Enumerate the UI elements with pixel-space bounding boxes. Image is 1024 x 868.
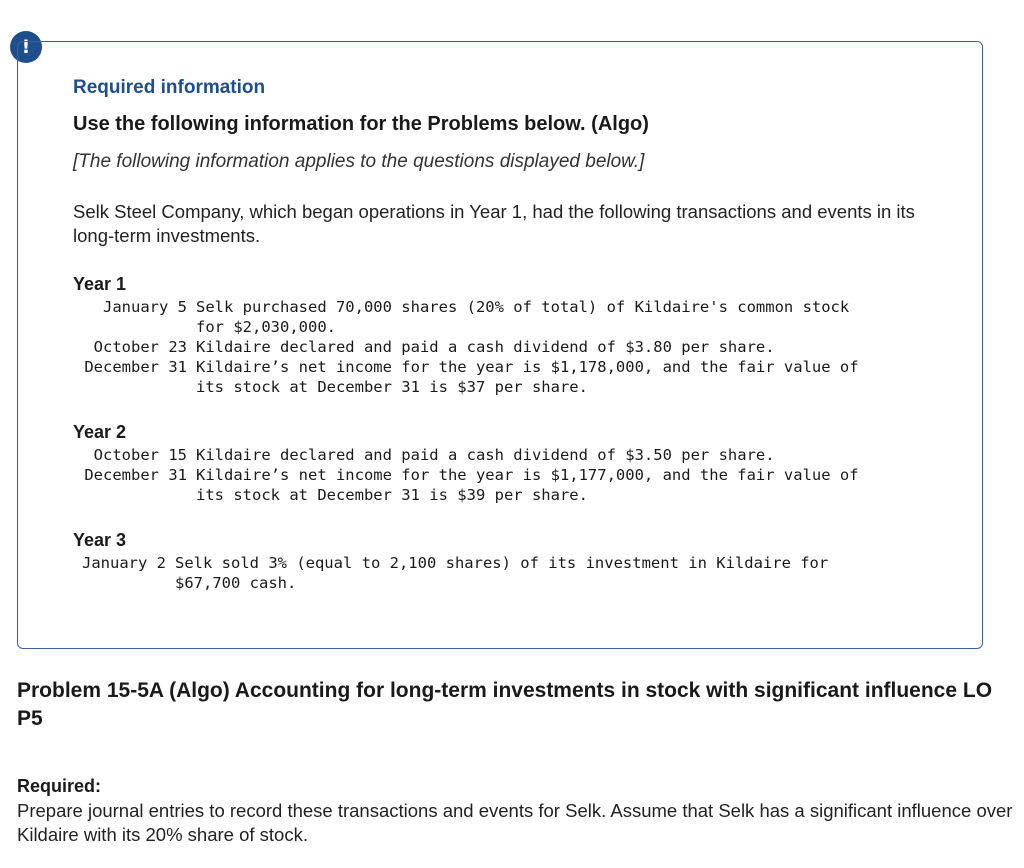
- required-information-panel: [17, 41, 983, 649]
- transaction-description: Kildaire declared and paid a cash dividend of $3.50 per share.: [196, 446, 775, 464]
- transaction-description: Kildaire’s net income for the year is $1,178,000, and the fair value of its stock at December 31 is $37 per share.: [196, 358, 859, 396]
- applies-note: [The following information applies to the questions displayed below.]: [73, 151, 645, 172]
- required-label: Required:: [17, 776, 102, 796]
- transaction-date: January 5: [103, 298, 187, 316]
- transaction: [103, 297, 850, 337]
- transaction: [93, 445, 775, 465]
- transaction-description: Selk purchased 70,000 shares (20% of total) of Kildaire's common stock for $2,030,000.: [196, 298, 850, 336]
- transaction: [93, 337, 775, 357]
- year-heading: Year 2: [73, 422, 127, 442]
- company-intro: Selk Steel Company, which began operations in Year 1, had the following transactions and events in its long-term investments.: [73, 201, 915, 246]
- transaction: [84, 357, 859, 397]
- transaction-date: October 15: [93, 446, 187, 464]
- transaction-date: January 2: [82, 554, 166, 572]
- required-information-heading: Required information: [73, 77, 266, 98]
- transaction-description: Kildaire’s net income for the year is $1,177,000, and the fair value of its stock at December 31 is $39 per share.: [196, 466, 859, 504]
- transaction: [82, 553, 829, 593]
- year-heading: Year 3: [73, 530, 127, 550]
- transaction-date: December 31: [84, 358, 187, 376]
- instructions-heading: Use the following information for the Problems below. (Algo): [73, 113, 649, 135]
- year-heading: Year 1: [73, 274, 127, 294]
- transaction-description: Selk sold 3% (equal to 2,100 shares) of its investment in Kildaire for $67,700 cash.: [175, 554, 829, 592]
- transaction: [84, 465, 859, 505]
- problem-title: Problem 15-5A (Algo) Accounting for long-term investments in stock with significant influence LO P5: [17, 679, 993, 730]
- transaction-description: Kildaire declared and paid a cash dividend of $3.80 per share.: [196, 338, 775, 356]
- alert-icon: !: [10, 31, 42, 63]
- transaction-date: December 31: [84, 466, 187, 484]
- transaction-date: October 23: [93, 338, 187, 356]
- required-text: Prepare journal entries to record these transactions and events for Selk. Assume that Selk has a significant influence over Kildaire with its 20% share of stock.: [17, 800, 1013, 845]
